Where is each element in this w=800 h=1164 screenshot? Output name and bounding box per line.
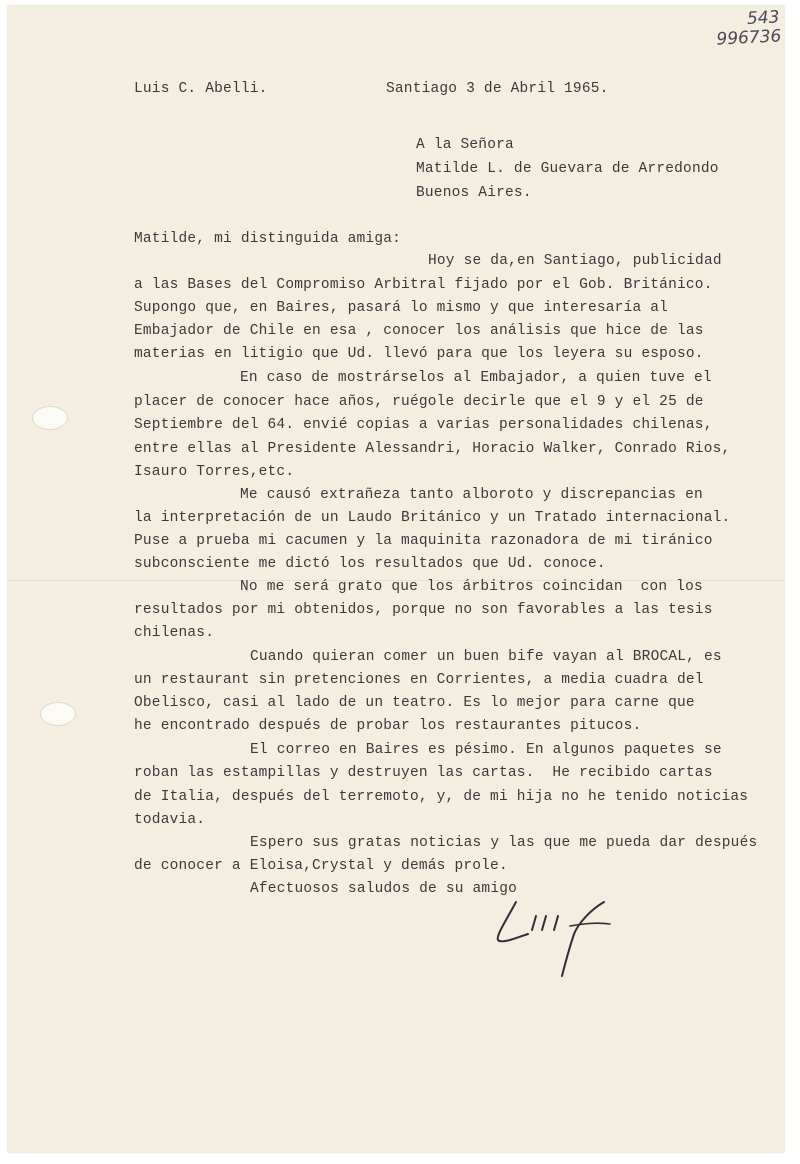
body-line: Septiembre del 64. envié copias a varias personalidades chilenas,	[134, 417, 713, 433]
body-line: En caso de mostrárselos al Embajador, a quien tuve el	[240, 370, 712, 386]
letter-date: Santiago 3 de Abril 1965.	[386, 81, 609, 97]
archive-number	[715, 8, 781, 49]
closing-line: Afectuosos saludos de su amigo	[250, 881, 518, 897]
body-line: No me será grato que los árbitros coincidan con los	[240, 579, 703, 595]
body-line: materias en litigio que Ud. llevó para que los leyera su esposo.	[134, 346, 704, 362]
recipient-line-1: A la Señora	[416, 137, 514, 153]
body-line: Supongo que, en Baires, pasará lo mismo y que interesaría al	[134, 300, 669, 316]
punch-hole-top	[32, 406, 68, 430]
body-line: Hoy se da,en Santiago, publicidad	[428, 253, 722, 269]
recipient-line-3: Buenos Aires.	[416, 185, 532, 201]
body-line: de conocer a Eloisa,Crystal y demás prole.	[134, 858, 508, 874]
body-line: Espero sus gratas noticias y las que me pueda dar después	[250, 835, 758, 851]
body-line: a las Bases del Compromiso Arbitral fijado por el Gob. Británico.	[134, 277, 713, 293]
sender-name: Luis C. Abelli.	[134, 81, 268, 97]
body-line: chilenas.	[134, 625, 215, 641]
body-line: Cuando quieran comer un buen bife vayan al BROCAL, es	[250, 649, 722, 665]
recipient-line-2: Matilde L. de Guevara de Arredondo	[416, 161, 719, 177]
archive-number-line2: 996736	[715, 26, 782, 50]
body-line: roban las estampillas y destruyen las cartas. He recibido cartas	[134, 765, 713, 781]
body-line: subconsciente me dictó los resultados que Ud. conoce.	[134, 556, 606, 572]
body-line: de Italia, después del terremoto, y, de mi hija no he tenido noticias	[134, 789, 749, 805]
punch-hole-bottom	[40, 702, 76, 726]
body-line: Obelisco, casi al lado de un teatro. Es lo mejor para carne que	[134, 695, 695, 711]
salutation: Matilde, mi distinguida amiga:	[134, 231, 402, 247]
body-line: he encontrado después de probar los restaurantes pitucos.	[134, 718, 642, 734]
archive-number-line1: 543	[746, 7, 780, 30]
body-line: la interpretación de un Laudo Británico y un Tratado internacional.	[134, 510, 731, 526]
signature	[486, 894, 626, 984]
body-line: entre ellas al Presidente Alessandri, Horacio Walker, Conrado Rios,	[134, 441, 731, 457]
body-line: resultados por mi obtenidos, porque no son favorables a las tesis	[134, 602, 713, 618]
body-line: El correo en Baires es pésimo. En algunos paquetes se	[250, 742, 722, 758]
body-line: todavia.	[134, 812, 206, 828]
body-line: un restaurant sin pretenciones en Corrientes, a media cuadra del	[134, 672, 704, 688]
body-line: Embajador de Chile en esa , conocer los análisis que hice de las	[134, 323, 704, 339]
body-line: Me causó extrañeza tanto alboroto y discrepancias en	[240, 487, 703, 503]
body-line: Isauro Torres,etc.	[134, 464, 295, 480]
body-line: placer de conocer hace años, ruégole decirle que el 9 y el 25 de	[134, 394, 704, 410]
body-line: Puse a prueba mi cacumen y la maquinita razonadora de mi tiránico	[134, 533, 713, 549]
